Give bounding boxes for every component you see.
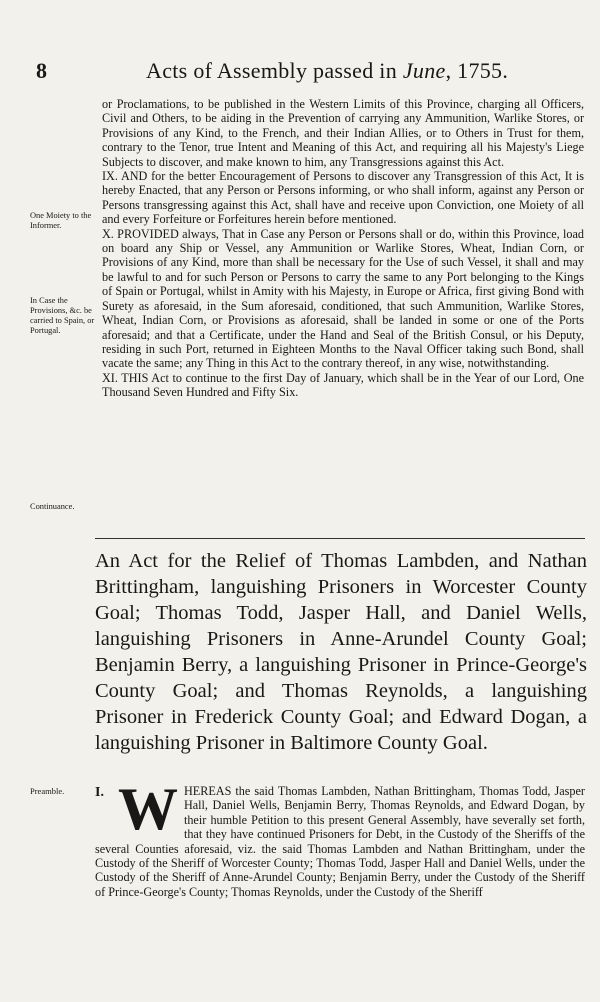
section-divider bbox=[95, 538, 585, 539]
section-numeral: I. bbox=[95, 785, 104, 800]
running-title-text: Acts of Assembly passed in bbox=[146, 58, 398, 83]
body-text bbox=[102, 97, 584, 400]
running-title-year: , 1755. bbox=[445, 58, 509, 83]
paragraph-ix: IX. AND for the better Encouragement of Persons to discover any Transgression of this Act, It is hereby Enacted, that any Person or Persons informing, or who shall inform, against any Person or Persons transgressing against this Act, shall have and receive upon Conviction, one Moiety of all and every Forfeiture or Forfeitures herein before mentioned. bbox=[102, 169, 584, 227]
paragraph-continued: or Proclamations, to be published in the Western Limits of this Province, charging all Officers, Civil and Others, to be aiding in the Prevention of carrying any Ammunition, Warlike Stores, or Provisions of any Kind, to the French, and their Indian Allies, or to Others in Trust for them, contrary to the Tenor, true Intent and Meaning of this Act, and requiring all his Majesty's Liege Subjects to discover, and make known to him, any Transgressions against this Act. bbox=[102, 97, 584, 169]
margin-note-preamble: Preamble. bbox=[30, 786, 65, 796]
preamble-text: HEREAS the said Thomas Lambden, Nathan Brittingham, Thomas Todd, Jasper Hall, Daniel Wells, Benjamin Berry, Thomas Reynolds, and Edward Dogan, by their humble Petition to this present General Assembly, have severally set forth, that they have continued Prisoners for Debt, in the Custody of the Sheriffs of the several Counties aforesaid, viz. the said Thomas Lambden and Nathan Brittingham, under the Custody of the Sheriff of Worcester County; Thomas Todd, Jasper Hall and Daniel Wells, under the Custody of the Sheriff of Anne-Arundel County; Benjamin Berry, under the Custody of the Sheriff of Prince-George's County; Thomas Reynolds, under the Custody of the Sheriff bbox=[95, 784, 585, 899]
preamble-section bbox=[95, 776, 585, 899]
page-header bbox=[28, 58, 572, 88]
drop-cap: W bbox=[117, 776, 178, 842]
paragraph-x: X. PROVIDED always, That in Case any Person or Persons shall or do, within this Province, load on board any Ship or Vessel, any Ammunition or Warlike Stores, Wheat, Indian Corn, or Provisions of any Kind, more than shall be necessary for the Use of such Vessel, it shall and may be lawful to and for such Person or Persons to carry the same to any Port belonging to the Kings of Spain or Portugal, whilst in Amity with his Majesty, in Europe or Africa, first giving Bond with Surety as aforesaid, in the Sum aforesaid, conditioned, that such Ammunition, Warlike Stores, Wheat, Indian Corn, or Provisions as aforesaid, shall be landed in some or one of the Ports aforesaid; and that a Certificate, under the Hand and Seal of the British Consul, or his Deputy, residing in such Port, returned in Eighteen Months to the Naval Officer taking such Bond, shall vacate the same; any Thing in this Act to the contrary thereof, in any wise, notwithstanding. bbox=[102, 226, 584, 371]
margin-note-continuance: Continuance. bbox=[30, 502, 75, 511]
margin-note-in-case: In Case the Provisions, &c. be carried to Spain, or Portugal. bbox=[30, 296, 95, 335]
margin-note-one-moiety: One Moiety to the Informer. bbox=[30, 211, 92, 230]
act-title: An Act for the Relief of Thomas Lambden, and Nathan Brittingham, languishing Prisoners in Worcester County Goal; Thomas Todd, Jasper Hall, and Daniel Wells, languishing Prisoners in Anne-Arundel County Goal; Benjamin Berry, a languishing Prisoner in Prince-George's County Goal; and Thomas Reynolds, a languishing Prisoner in Frederick County Goal; and Edward Dogan, a languishing Prisoner in Baltimore County Goal. bbox=[95, 550, 587, 754]
page-number: 8 bbox=[36, 58, 47, 83]
running-title-month: June bbox=[402, 58, 446, 83]
paragraph-xi: XI. THIS Act to continue to the first Day of January, which shall be in the Year of our Lord, One Thousand Seven Hundred and Fifty Six. bbox=[102, 370, 584, 400]
running-title bbox=[146, 58, 508, 84]
